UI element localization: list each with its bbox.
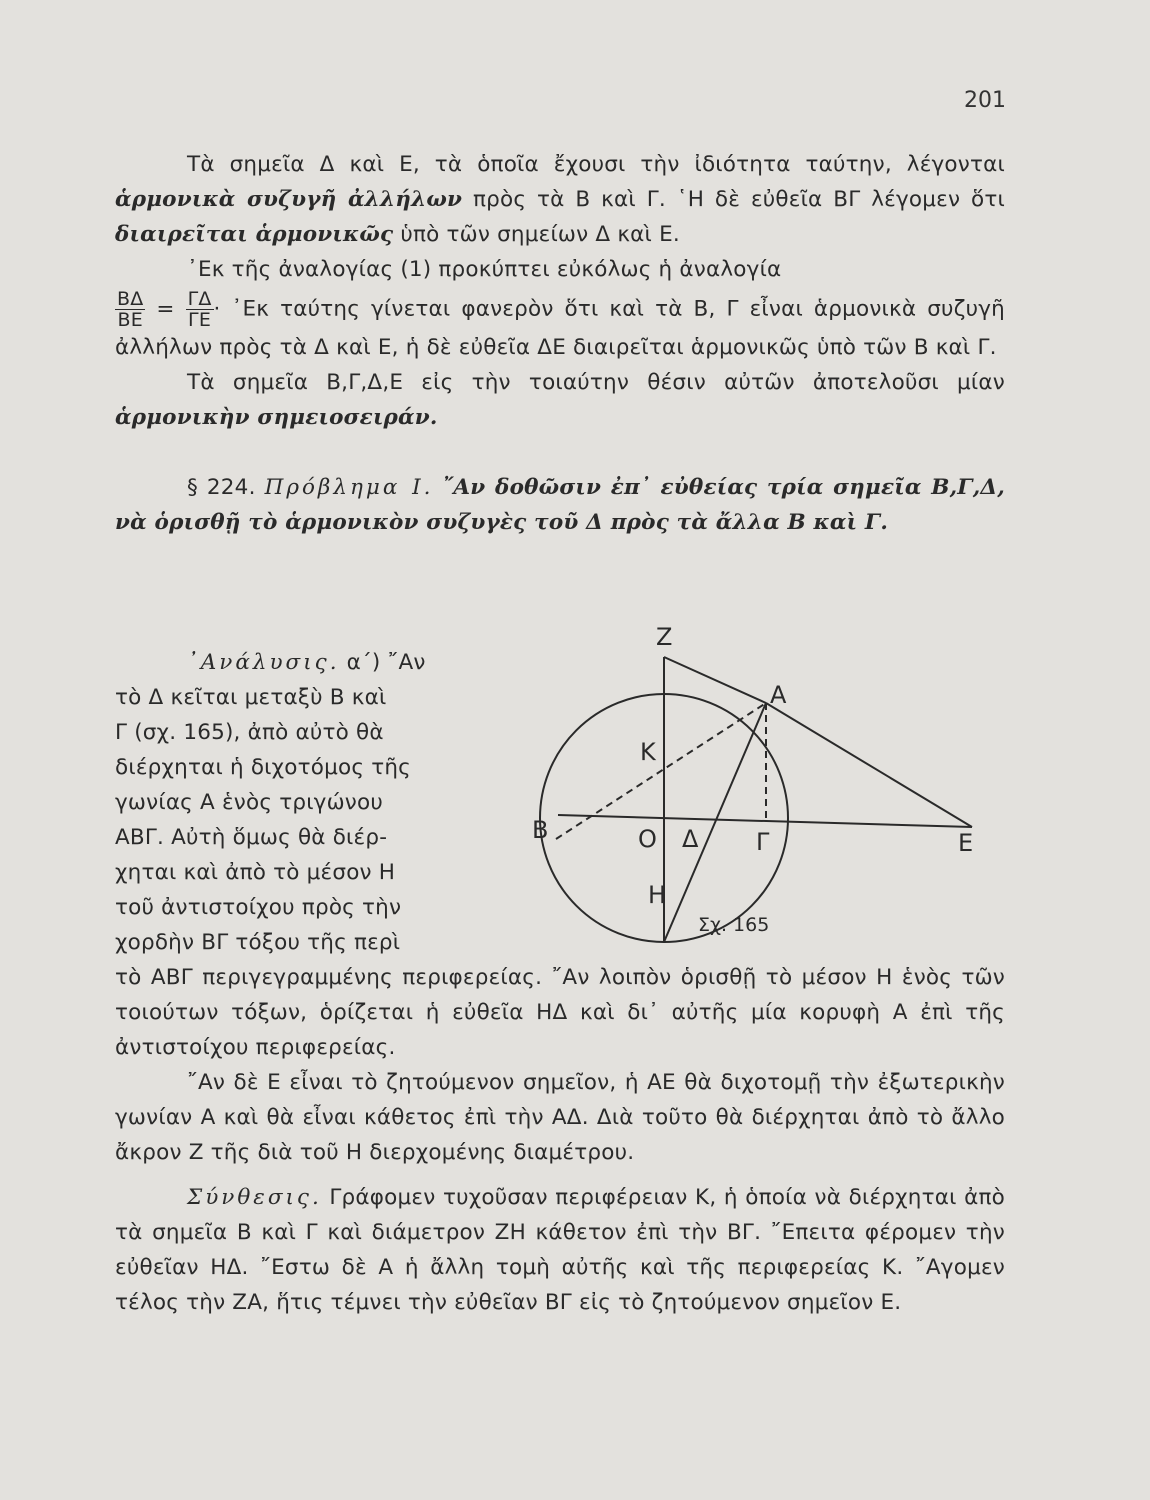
analysis-line-2: Γ (σχ. 165), ἀπὸ αὐτὸ θὰ [115,720,384,745]
text-block-top [115,147,1005,540]
term-divided-harmonically: διαιρεῖται ἁρμονικῶς [115,222,394,247]
paragraph-proportion-cont [115,289,1005,365]
analysis-line-7: τοῦ ἀντιστοίχου πρὸς τὴν [115,895,402,920]
analysis-label: ᾿Ανάλυσις. [187,650,340,675]
term-harmonic-range: ἁρμονικὴν σημειοσειράν. [115,405,438,430]
label-z: Ζ [656,623,673,651]
para3-text-a: Τὰ σημεῖα Β,Γ,Δ,Ε εἰς τὴν τοιαύτην θέσιν αὐτῶν ἀποτελοῦσι μίαν [187,370,1005,395]
analysis-line-6: χηται καὶ ἀπὸ τὸ μέσον Η [115,860,396,885]
analysis-line-0-text: α΄) ῎Αν [346,650,426,675]
fraction-gd-ge [186,289,214,330]
fraction-gd: ΓΔ [187,288,212,310]
analysis-column [115,645,495,960]
paragraph-proportion [115,252,1005,287]
text-block-bottom [115,960,1005,1320]
analysis-line-5: ΑΒΓ. Αὐτὴ ὅμως θὰ διέρ- [115,825,388,850]
label-d: Δ [682,825,699,853]
label-o: Ο [638,825,657,853]
analysis-part-b: ῎Αν δὲ Ε εἶναι τὸ ζητούμενον σημεῖον, ἡ ΑΕ θὰ διχοτομῇ τὴν ἐξωτερικὴν γωνίαν Α καὶ θὰ εἶναι κάθετος ἐπὶ τὴν ΑΔ. Διὰ τοῦτο θὰ διέρχηται ἀπὸ τὸ ἄλλο ἄκρον Ζ τῆς διὰ τοῦ Η διερχομένης διαμέτρου. [115,1070,1005,1165]
analysis-line-8: χορδὴν ΒΓ τόξου τῆς περὶ [115,930,401,955]
term-harmonic-conjugates: ἁρμονικὰ συζυγῆ ἀλλήλων [115,187,463,212]
paragraph-harmonic-range [115,365,1005,435]
analysis-line-0 [115,645,495,680]
analysis-line-4: γωνίας Α ἑνὸς τριγώνου [115,790,384,815]
label-g: Γ [756,828,770,856]
fraction-bd: ΒΔ [117,288,144,310]
problem-label: Πρόβλημα Ι. [264,475,434,500]
analysis-line-1: τὸ Δ κεῖται μεταξὺ Β καὶ [115,685,387,710]
analysis-continuation: τὸ ΑΒΓ περιγεγραμμένης περιφερείας. ῎Αν λοιπὸν ὁρισθῇ τὸ μέσον Η ἑνὸς τῶν τοιούτων τόξων, ὁρίζεται ἡ εὐθεῖα ΗΔ καὶ δι᾿ αὐτῆς μία κορυφὴ Α ἐπὶ τῆς ἀντιστοίχου περιφερείας. [115,965,1005,1060]
fraction-be: ΒΕ [117,309,143,331]
para2-intro: ᾿Εκ τῆς ἀναλογίας (1) προκύπτει εὐκόλως ἡ ἀναλογία [187,257,782,282]
fraction-bd-be [115,289,145,330]
para1-text-c: πρὸς τὰ Β καὶ Γ. ῾Η δὲ εὐθεῖα ΒΓ λέγομεν ὅτι [462,187,1006,212]
synthesis-text: Γράφομεν τυχοῦσαν περιφέρειαν Κ, ἡ ὁποία νὰ διέρχηται ἀπὸ τὰ σημεῖα Β καὶ Γ καὶ διάμετρον ΖΗ κάθετον ἐπὶ τὴν ΒΓ. ῎Επειτα φέρομεν τὴν εὐθεῖαν ΗΔ. ῎Εστω δὲ Α ἡ ἄλλη τομὴ αὐτῆς καὶ τῆς περιφερείας Κ. ῎Αγομεν τέλος τὴν ΖΑ, ἥτις τέμνει τὴν εὐθεῖαν ΒΓ εἰς τὸ ζητούμενον σημεῖον Ε. [115,1185,1005,1315]
label-b: Β [532,816,549,844]
para2-rest: · ᾿Εκ ταύτης γίνεται φανερὸν ὅτι καὶ τὰ Β, Γ εἶναι ἁρμονικὰ συζυγῆ ἀλλήλων πρὸς τὰ Δ καὶ Ε, ἡ δὲ εὐθεῖα ΔΕ διαιρεῖται ἁρμονικῶς ὑπὸ τῶν Β καὶ Γ. [115,296,1005,360]
line-za [664,657,766,703]
paragraph-synthesis [115,1180,1005,1320]
label-k: Κ [640,738,656,766]
synthesis-label: Σύνθεσις. [187,1185,322,1210]
label-a: Α [770,681,787,709]
paragraph-harmonic-conjugates [115,147,1005,252]
figure-165 [520,615,990,945]
line-ae [766,703,972,827]
analysis-line-3: διέρχηται ἡ διχοτόμος τῆς [115,755,412,780]
paragraph-problem [115,470,1005,540]
fraction-ge: ΓΕ [188,309,212,331]
para1-text-e: ὑπὸ τῶν σημείων Δ καὶ Ε. [393,222,680,247]
problem-statement: ῎Αν δοθῶσιν ἐπ᾿ εὐθείας τρία σημεῖα Β,Γ,Δ, νὰ ὁρισθῇ τὸ ἁρμονικὸν συζυγὲς τοῦ Δ πρὸς τὰ ἄλλα Β καὶ Γ. [115,475,1005,535]
figure-caption: Σχ. 165 [698,914,770,936]
label-h: Η [648,881,667,909]
section-number: § 224. [187,475,256,500]
label-e: Ε [958,829,974,857]
equals-sign: = [156,296,175,322]
page-number: 201 [964,88,1006,113]
para1-text-a: Τὰ σημεῖα Δ καὶ Ε, τὰ ὁποῖα ἔχουσι τὴν ἰδιότητα ταύτην, λέγονται [187,152,1005,177]
